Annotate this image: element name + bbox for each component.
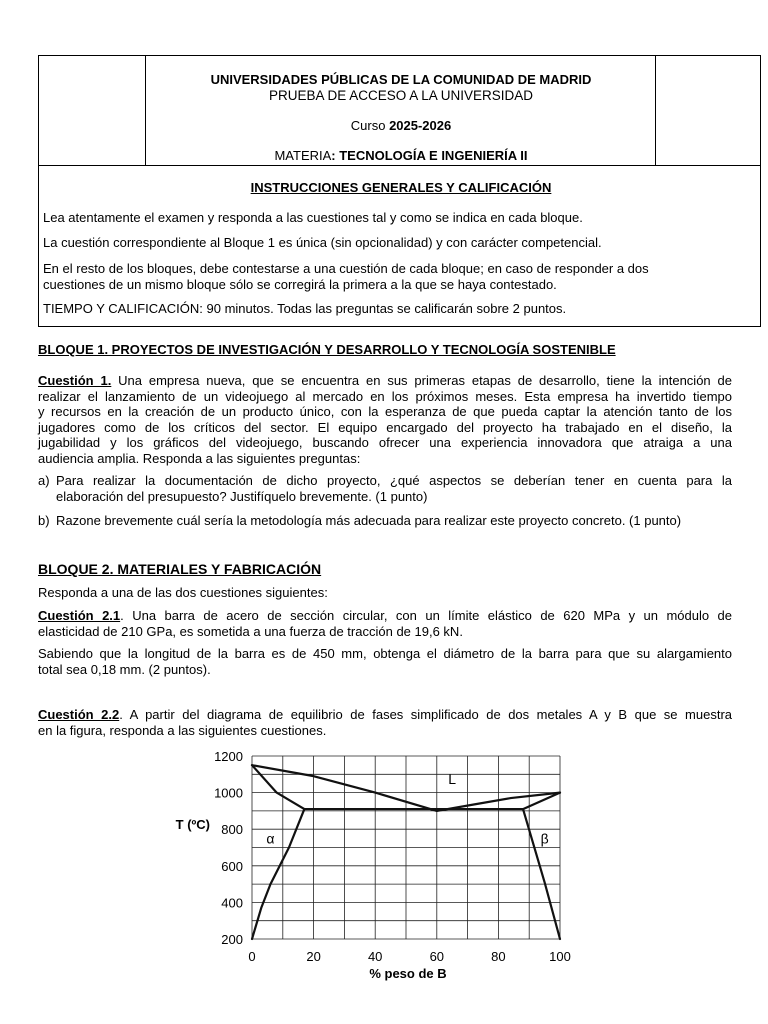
y-tick-label: 800 (221, 822, 243, 838)
x-tick-label: 40 (367, 949, 383, 964)
subject-label: MATERIA (274, 148, 332, 163)
q21-line-2: elasticidad de 210 GPa, es sometida a una fuerza de tracción de 19,6 kN. (38, 623, 463, 639)
block2-title: BLOQUE 2. MATERIALES Y FABRICACIÓN (38, 561, 322, 577)
q1-line-2: realizar el lanzamiento de un videojuego al mercado en los próximos meses. Esta empresa ha invertido tiempo (38, 388, 732, 404)
q1-line-5: jugabilidad y los gráficos del videojuego, buscando ofrecer una experiencia innovadora que atraiga a una (38, 435, 732, 450)
phase-line-solvus-right (523, 809, 560, 939)
q1-a-label: a) (38, 473, 50, 488)
q1-a-line1: Para realizar la documentación de dicho proyecto, ¿qué aspectos se deberían tener en cuenta para la (56, 473, 732, 488)
x-axis-label: % peso de B (369, 966, 447, 981)
q21-label: Cuestión 2.1 (38, 608, 121, 623)
y-tick-label: 1000 (214, 785, 243, 801)
course-label: Curso (350, 118, 390, 133)
region-label: L (448, 770, 457, 787)
exam-title-section (39, 56, 760, 166)
university-name: UNIVERSIDADES PÚBLICAS DE LA COMUNIDAD DE MADRID (210, 72, 592, 87)
chart-labels (176, 749, 571, 981)
course-value: 2025-2026 (389, 118, 452, 133)
subject-line (147, 148, 655, 164)
q21-p2-line-1: Sabiendo que la longitud de la barra es de 450 mm, obtenga el diámetro de la barra para que su alargamiento (38, 646, 732, 661)
q1-label: Cuestión 1. (38, 373, 112, 388)
question2-2 (38, 707, 732, 738)
q22-label: Cuestión 2.2 (38, 707, 120, 722)
course-line (147, 118, 655, 134)
region-label: β (540, 830, 549, 847)
instructions-p1: Lea atentamente el examen y responda a las cuestiones tal y como se indica en cada bloque. (43, 210, 583, 225)
q1-line-1-text: Una empresa nueva, que se encuentra en sus primeras etapas de desarrollo, tiene la intención de (111, 373, 732, 388)
y-axis-label: T (ºC) (175, 817, 210, 833)
phase-diagram-chart (0, 740, 768, 990)
x-tick-label: 80 (491, 949, 506, 964)
question2-1 (38, 608, 732, 639)
q1-line-1 (38, 373, 732, 389)
instructions-p3-line2: cuestiones de un mismo bloque sólo se corregirá la primera a la que se haya contestado. (43, 277, 557, 292)
instructions-title: INSTRUCCIONES GENERALES Y CALIFICACIÓN (250, 180, 552, 195)
y-tick-label: 200 (221, 932, 243, 947)
q21-line-1-text: . Una barra de acero de sección circular, con un límite elástico de 620 MPa y un módulo de (120, 608, 733, 623)
chart-grid (252, 756, 560, 939)
q21-line-1 (38, 608, 732, 624)
subject-value: : TECNOLOGÍA E INGENIERÍA II (331, 148, 528, 163)
q1-line-4: jugadores como de los críticos del sector. El equipo encargado del proyecto ha trabajado en el diseño, la (38, 419, 732, 435)
block1-title: BLOQUE 1. PROYECTOS DE INVESTIGACIÓN Y DESARROLLO Y TECNOLOGÍA SOSTENIBLE (38, 342, 616, 357)
header-divider-left (145, 56, 146, 165)
q22-line-1 (38, 707, 732, 723)
phase-line-solidus-left (252, 765, 304, 809)
q21-p2-line-2: total sea 0,18 mm. (2 puntos). (38, 661, 211, 677)
y-tick-label: 400 (221, 895, 243, 911)
exam-name: PRUEBA DE ACCESO A LA UNIVERSIDAD (268, 88, 534, 103)
block2-intro: Responda a una de las dos cuestiones siguientes: (38, 585, 328, 600)
y-tick-label: 600 (221, 858, 243, 874)
x-tick-label: 100 (549, 949, 571, 964)
region-label: α (266, 830, 275, 847)
y-tick-label: 1200 (214, 749, 243, 764)
q1-line-6: audiencia amplia. Responda a las siguientes preguntas: (38, 450, 361, 466)
instructions-p4: TIEMPO Y CALIFICACIÓN: 90 minutos. Todas las preguntas se calificarán sobre 2 puntos. (43, 301, 567, 316)
header-divider-right (655, 56, 656, 165)
q1-line-3: y recursos en la creación de un producto único, con la esperanza de que pueda captar la atención tanto de los (38, 404, 732, 419)
q22-line-2: en la figura, responda a las siguientes cuestiones. (38, 722, 327, 738)
x-tick-label: 0 (248, 949, 256, 964)
instructions-p3-line1: En el resto de los bloques, debe contestarse a una cuestión de cada bloque; en caso de responder a dos (43, 261, 649, 276)
q1-a-line2: elaboración del presupuesto? Justifíquelo brevemente. (1 punto) (56, 489, 428, 504)
exam-header-box (38, 55, 761, 327)
phase-line-solvus-left (252, 809, 304, 939)
x-tick-label: 60 (429, 949, 445, 964)
q1-b-label: b) (38, 513, 50, 528)
q22-line-1-text: . A partir del diagrama de equilibrio de fases simplificado de dos metales A y B que se muestra (119, 707, 733, 722)
x-tick-label: 20 (306, 949, 321, 964)
question1 (38, 373, 732, 466)
instructions-p2: La cuestión correspondiente al Bloque 1 es única (sin opcionalidad) y con carácter competencial. (43, 235, 602, 250)
question2-1-part2 (38, 646, 732, 677)
q1-b-text: Razone brevemente cuál sería la metodología más adecuada para realizar este proyecto concreto. (1 punto) (56, 513, 682, 528)
